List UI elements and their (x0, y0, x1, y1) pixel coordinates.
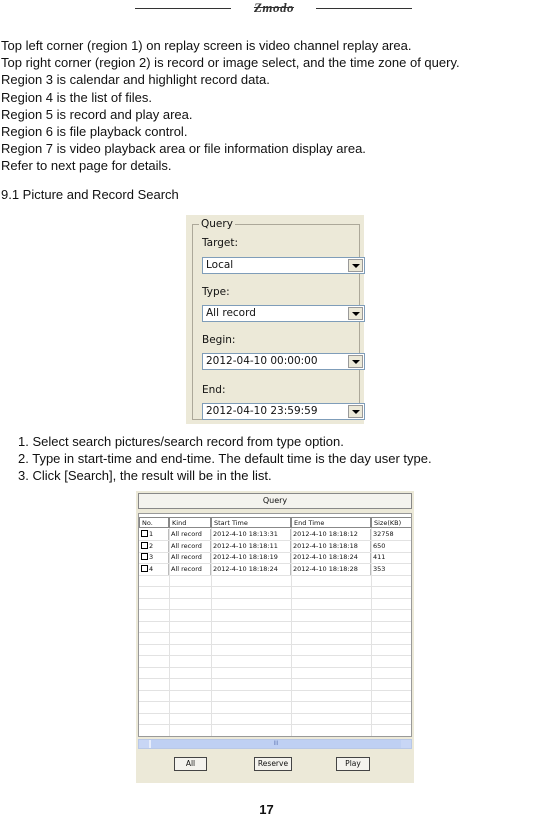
grid-column-line (211, 528, 212, 736)
steps-list (18, 433, 432, 485)
row-start-time: 2012-4-10 18:13:31 (211, 529, 291, 540)
intro-line: Region 5 is record and play area. (1, 106, 193, 122)
target-label: Target: (202, 237, 239, 249)
chevron-down-icon[interactable] (348, 259, 363, 272)
row-size: 353 (371, 564, 412, 575)
intro-line: Top left corner (region 1) on replay screen is video channel replay area. (1, 38, 412, 53)
scroll-thumb[interactable] (151, 740, 401, 748)
all-button[interactable]: All (174, 757, 207, 771)
end-label: End: (202, 384, 226, 396)
chevron-down-icon[interactable] (348, 405, 363, 418)
end-datetime-picker[interactable] (202, 403, 365, 420)
row-kind: All record (169, 541, 211, 552)
row-size: 32758 (371, 529, 412, 540)
page-number: 17 (259, 802, 274, 817)
file-list-panel (136, 491, 414, 783)
row-end-time: 2012-4-10 18:18:18 (291, 541, 371, 552)
begin-value: 2012-04-10 00:00:00 (206, 355, 318, 367)
row-number: 2 (149, 541, 154, 550)
scroll-left-icon[interactable] (139, 740, 149, 748)
row-start-time: 2012-4-10 18:18:19 (211, 552, 291, 563)
type-value: All record (206, 307, 256, 319)
scroll-grip: III (273, 741, 279, 747)
row-start-time: 2012-4-10 18:18:11 (211, 541, 291, 552)
row-kind: All record (169, 564, 211, 575)
step-item: 2. Type in start-time and end-time. The default time is the day user type. (18, 451, 432, 467)
query-groupbox (192, 218, 360, 420)
col-end-time[interactable]: End Time (291, 517, 371, 528)
row-checkbox[interactable] (141, 553, 148, 560)
row-checkbox-cell[interactable] (139, 529, 169, 540)
intro-line: Region 7 is video playback area or file information display area. (1, 141, 366, 157)
chevron-down-icon[interactable] (348, 355, 363, 368)
row-checkbox-cell[interactable] (139, 552, 169, 563)
row-kind: All record (169, 529, 211, 540)
section-title: 9.1 Picture and Record Search (1, 187, 179, 202)
row-start-time: 2012-4-10 18:18:24 (211, 564, 291, 575)
row-number: 3 (149, 553, 154, 561)
step-item: 3. Click [Search], the result will be in the list. (18, 468, 272, 484)
grid-column-line (371, 528, 372, 736)
reserve-button[interactable]: Reserve (254, 757, 292, 771)
row-size: 411 (371, 552, 412, 563)
grid-column-line (169, 528, 170, 736)
col-start-time[interactable]: Start Time (211, 517, 291, 528)
row-number: 1 (149, 530, 154, 538)
intro-line: Region 6 is file playback control. (1, 123, 188, 139)
row-number: 4 (149, 564, 154, 573)
row-checkbox[interactable] (141, 542, 148, 549)
row-end-time: 2012-4-10 18:18:28 (291, 564, 371, 575)
query-panel (186, 215, 364, 424)
type-select[interactable] (202, 305, 365, 322)
target-value: Local (206, 259, 234, 271)
row-size: 650 (371, 541, 412, 552)
brand-logo: Zmodo (253, 0, 295, 15)
row-checkbox-cell[interactable] (139, 541, 169, 552)
step-item: 1. Select search pictures/search record from type option. (18, 434, 344, 449)
intro-line: Refer to next page for details. (1, 158, 172, 174)
intro-line: Region 4 is the list of files. (1, 89, 153, 105)
query-legend: Query (201, 218, 233, 230)
row-checkbox[interactable] (141, 530, 148, 537)
play-button[interactable]: Play (336, 757, 370, 771)
row-checkbox-cell[interactable] (139, 564, 169, 575)
type-label: Type: (202, 286, 230, 298)
row-kind: All record (169, 552, 211, 563)
intro-line: Region 3 is calendar and highlight record data. (1, 72, 270, 88)
chevron-down-icon[interactable] (348, 307, 363, 320)
file-table (138, 513, 412, 737)
row-end-time: 2012-4-10 18:18:24 (291, 552, 371, 563)
target-select[interactable] (202, 257, 365, 274)
header-rule-left (135, 8, 231, 9)
query-button[interactable]: Query (138, 493, 412, 509)
row-end-time: 2012-4-10 18:18:12 (291, 529, 371, 540)
header-rule-right (316, 8, 412, 9)
intro-line: Top right corner (region 2) is record or image select, and the time zone of query. (1, 55, 460, 71)
begin-label: Begin: (202, 334, 236, 346)
table-header (139, 517, 411, 528)
horizontal-scrollbar[interactable] (138, 739, 412, 749)
row-checkbox[interactable] (141, 565, 148, 572)
col-kind[interactable]: Kind (169, 517, 211, 528)
end-value: 2012-04-10 23:59:59 (206, 405, 318, 417)
col-no[interactable]: No. (139, 517, 169, 528)
begin-datetime-picker[interactable] (202, 353, 365, 370)
intro-text (1, 37, 533, 175)
scroll-right-icon[interactable] (401, 740, 411, 748)
grid-column-line (291, 528, 292, 736)
col-size[interactable]: Size(KB) (371, 517, 412, 528)
